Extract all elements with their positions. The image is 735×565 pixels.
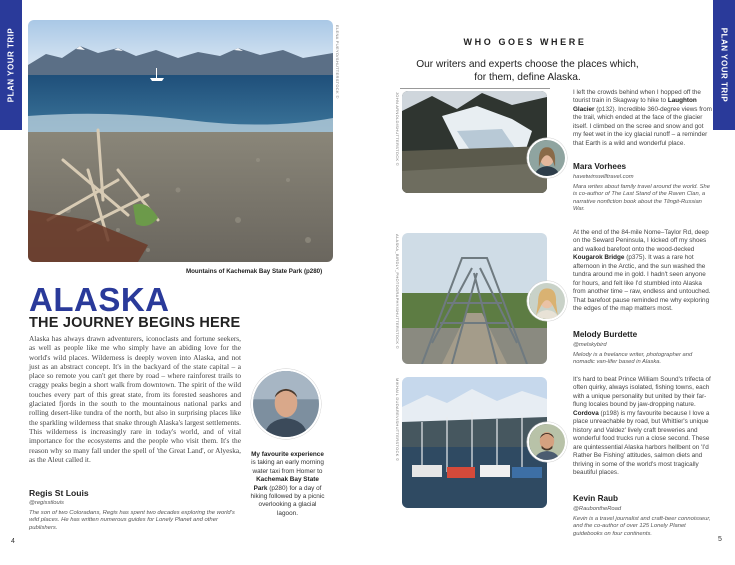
- page-number-right: 5: [718, 536, 722, 543]
- favourite-experience: [250, 451, 325, 518]
- story-text: (p198) is my favourite because I love a place unreachable by road, but Whittier's unique history and Valdez' lively craft breweries and wonderful food trucks run a close second. These are quintessential Alaska harbors hellbent on 'I'd Rather Be Fishing' attitudes, salmon diets and thriving in some of the world's most tragically beautiful places.: [573, 409, 710, 476]
- writer-bio: Mara writes about family travel around the world. She is co-author of The Last Stand of the Raven Clan, a narrative nonfiction book about the Tlingit-Russian War.: [573, 184, 710, 212]
- writer-bio: Melody is a freelance writer, photographer and nomadic van-lifer based in Alaska.: [573, 352, 693, 366]
- writer-handle: havetwinswilltravel.com: [573, 174, 634, 180]
- writer-name: Mara Vorhees: [573, 162, 627, 171]
- writer-avatar-kevin: [527, 422, 567, 462]
- writer-story: [573, 89, 713, 148]
- photo-credit: JOHN ARNOLD/SHUTTERSTOCK ©: [395, 92, 400, 167]
- author-bio: The son of two Coloradans, Regis has spent two decades exploring the world's wild places. He has written numerous guides for Lonely Planet and other publishers.: [29, 510, 235, 531]
- favourite-text-2: (p280) for a day of hiking followed by a picnic overlooking a glacial lagoon.: [250, 484, 325, 517]
- writer-handle: @melskybird: [573, 342, 607, 348]
- side-tab-label: PLAN YOUR TRIP: [719, 27, 729, 103]
- plan-your-trip-tab-left: [0, 0, 22, 130]
- laughton-glacier-photo: [402, 91, 547, 193]
- story-text: I left the crowds behind when I hopped off the tourist train in Skagway to hike to: [573, 89, 701, 105]
- author-name: Regis St Louis: [29, 488, 89, 498]
- photo-caption: Mountains of Kachemak Bay State Park (p280): [186, 268, 323, 275]
- page-subtitle: THE JOURNEY BEGINS HERE: [29, 315, 241, 331]
- writer-name: Kevin Raub: [573, 494, 619, 503]
- writer-bio: Kevin is a travel journalist and craft-beer connoisseur, and the co-author of over 125 Lonely Planet guidebooks on four continents.: [573, 516, 711, 537]
- writer-avatar-mara: [527, 138, 567, 178]
- side-tab-label: PLAN YOUR TRIP: [6, 27, 16, 103]
- photo-credit: MIKHAIL DUDAREV/SHUTTERSTOCK ©: [395, 378, 400, 462]
- kougarok-bridge-photo: [402, 233, 547, 364]
- story-text: (p132). Incredible 360-degree views from the trail, which ended at the face of the glacier itself. I climbed on the scree and snow and got my feet wet in the icy glacial runoff – a reminder that Earth is a wild and wonderful place.: [573, 105, 712, 147]
- favourite-lead: My favourite experience: [251, 451, 324, 458]
- writer-handle: @RaubontheRoad: [573, 506, 622, 512]
- writer-avatar-melody: [527, 281, 567, 321]
- photo-credit: ALASKA_BIRDLY_PHOTOGRAPHY/SHUTTERSTOCK ©: [395, 234, 400, 349]
- plan-your-trip-tab-right: [713, 0, 735, 130]
- divider: [400, 88, 550, 89]
- kachemak-bay-photo: [28, 20, 333, 262]
- writer-story: [573, 229, 713, 314]
- intro-paragraph: Alaska has always drawn adventurers, iconoclasts and fortune seekers, as well as people like me who simply have an abiding love for the world's wild places. Wilderness is deeply woven into Alaska, and not just as an abstract concept. It's in the backyard of the state capital – a place so remote you can't get there by road – where rainforest trails to craggy peaks begin a short walk from downtown. The spirit of the wild touches every part of this great state, from its forested seashores and glaciated fjords in the south to the mountainous national parks and rolling desert-like tundra of the north, but also in surprising places like the sparkling wilderness that snake through Alaska's largest settlements. This wilderness is increasingly rare in today's world, and of vital importance for the ecosystems and the people who visit them. It's the reason why so many fall under the spell of 'the Great Land', or Alyeska, as the Aleut called it.: [29, 334, 241, 464]
- story-place: Cordova: [573, 409, 599, 417]
- story-place: Kougarok Bridge: [573, 254, 625, 262]
- story-text: At the end of the 84-mile Nome–Taylor Rd, deep on the Seward Peninsula, I kicked off my shoes and walked barefoot onto the wood-decked: [573, 229, 709, 253]
- photo-credit: ELENA PUEYO/SHUTTERSTOCK ©: [335, 25, 340, 99]
- favourite-text-1: is taking an early morning water taxi from Homer to: [251, 459, 324, 475]
- writer-name: Melody Burdette: [573, 330, 638, 339]
- story-place: Laughton Glacier: [573, 97, 697, 113]
- favourite-place: Kachemak Bay State Park: [253, 476, 319, 492]
- section-heading: WHO GOES WHERE: [463, 37, 587, 47]
- author-avatar: [251, 369, 321, 439]
- page-number-left: 4: [11, 538, 15, 545]
- story-text: (p375). It was a rare hot afternoon in the Arctic, and the sun washed the tundra around me in gold. I hadn't seen anyone for hours, and felt like I'd stumbled into Alaska from another time – raw, endless and untouched. That barefoot pause reminded me why exploring the edges of the map matters most.: [573, 254, 711, 313]
- story-text: It's hard to beat Prince William Sound's trifecta of often quirky, always isolated, fishing towns, each with a unique personality but united by their far-flung locales bound by jaw-dropping nature.: [573, 376, 711, 409]
- author-handle: @regisstlouis: [29, 500, 64, 506]
- section-intro: Our writers and experts choose the places which, for them, define Alaska.: [416, 59, 639, 83]
- page-title: ALASKA: [29, 281, 170, 318]
- writer-story: [573, 376, 713, 477]
- cordova-harbor-photo: [402, 377, 547, 508]
